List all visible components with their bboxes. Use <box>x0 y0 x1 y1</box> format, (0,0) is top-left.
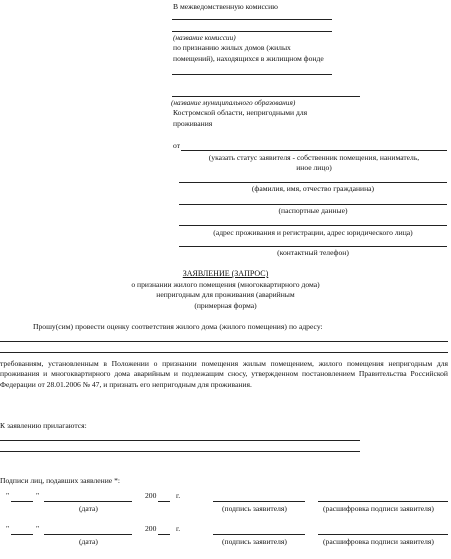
date-year-line <box>158 534 170 535</box>
document-subtitle-3: (примерная форма) <box>194 301 257 310</box>
date-quote-close: " <box>36 491 40 500</box>
applicant-name-line <box>179 182 447 183</box>
signature-line <box>213 534 305 535</box>
address-hint: (адрес проживания и регистрации, адрес юридического лица) <box>213 228 413 237</box>
commission-line-1 <box>172 19 332 20</box>
requirements-paragraph: требованиям, установленным в Положении о признании помещения жилым помещением, жилого помещения непригодным для проживания и многоквартирного дома аварийным и подлежащим сносу, утвержденном постановлением Правительства Российской Федерации от 28.01.2006 № 47, и признать его непригодным для проживания. <box>0 359 448 389</box>
date-quote-open: " <box>6 524 10 533</box>
status-hint-2: иное лицо) <box>296 163 332 172</box>
document-subtitle-1: о признании жилого помещения (многоквартирного дома) <box>131 280 320 289</box>
attachments-label: К заявлению прилагаются: <box>0 421 87 430</box>
document-subtitle-2: непригодным для проживания (аварийным <box>156 290 295 299</box>
signatures-label: Подписи лиц, подавших заявление *: <box>0 476 120 485</box>
phone-hint: (контактный телефон) <box>277 248 349 257</box>
date-quote-close: " <box>36 524 40 533</box>
decoding-hint: (расшифровка подписи заявителя) <box>323 504 434 513</box>
decoding-hint: (расшифровка подписи заявителя) <box>323 537 434 546</box>
date-year-line <box>158 501 170 502</box>
region-text-1: Костромской области, непригодными для <box>173 108 308 117</box>
date-quote-open: " <box>6 491 10 500</box>
date-hint: (дата) <box>79 504 98 513</box>
signature-hint: (подпись заявителя) <box>222 504 287 513</box>
date-day-line <box>11 534 33 535</box>
phone-line <box>179 246 447 247</box>
date-month-line <box>44 501 132 502</box>
attachments-line-2 <box>0 451 360 452</box>
date-hint: (дата) <box>79 537 98 546</box>
document-title: ЗАЯВЛЕНИЕ (ЗАПРОС) <box>182 269 269 278</box>
municipality-line-2 <box>172 96 360 97</box>
attachments-line-1 <box>0 440 360 441</box>
municipality-hint: (название муниципального образования) <box>171 98 296 107</box>
decoding-line <box>318 501 448 502</box>
status-hint-1: (указать статус заявителя - собственник помещения, наниматель, <box>208 153 420 162</box>
municipality-line-1 <box>172 74 332 75</box>
commission-line-2 <box>172 31 332 32</box>
date-year-suffix: г. <box>176 524 181 533</box>
signature-hint: (подпись заявителя) <box>222 537 287 546</box>
commission-name-hint: (название комиссии) <box>173 33 236 42</box>
from-label: от <box>173 141 181 150</box>
region-text-2: проживания <box>173 119 213 128</box>
passport-line <box>179 204 447 205</box>
date-year-suffix: г. <box>176 491 181 500</box>
applicant-status-line <box>181 150 447 151</box>
name-hint: (фамилия, имя, отчество гражданина) <box>251 184 375 193</box>
passport-hint: (паспортные данные) <box>278 206 348 215</box>
recognition-text-1: по признанию жилых домов (жилых <box>173 43 291 52</box>
date-month-line <box>44 534 132 535</box>
decoding-line <box>318 534 448 535</box>
date-day-line <box>11 501 33 502</box>
signature-line <box>213 501 305 502</box>
request-line: Прошу(сим) провести оценку соответствия жилого дома (жилого помещения) по адресу: <box>33 322 323 331</box>
address-blank-2 <box>0 352 448 353</box>
address-line <box>179 225 447 226</box>
address-blank-1 <box>0 341 448 342</box>
date-year-prefix: 200 <box>145 524 157 533</box>
addressee-commission: В межведомственную комиссию <box>173 2 278 11</box>
date-year-prefix: 200 <box>145 491 157 500</box>
recognition-text-2: помещений), находящихся в жилищном фонде <box>173 54 324 63</box>
